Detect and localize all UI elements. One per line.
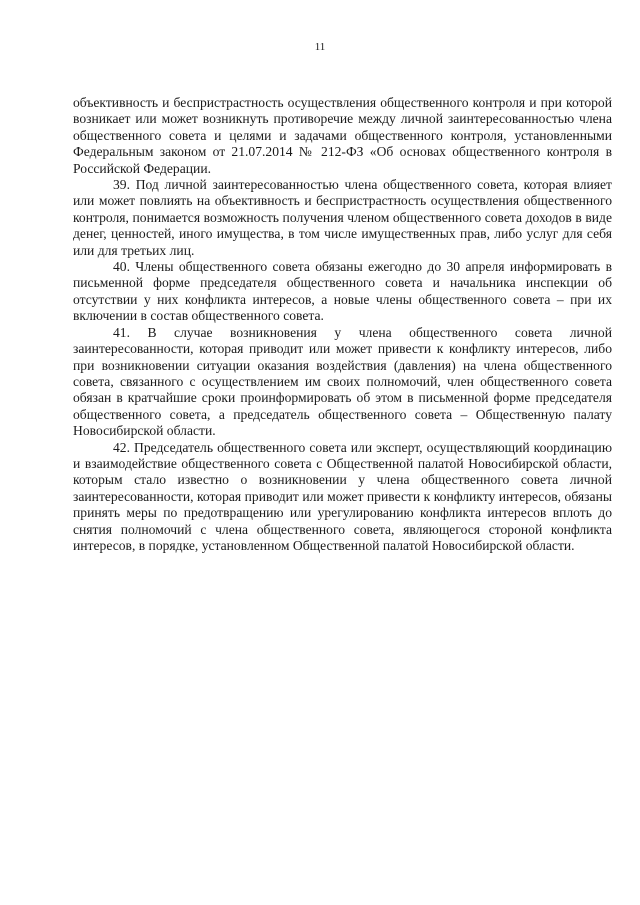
document-body [73,95,612,554]
page-number: 11 [314,41,326,53]
paragraph-42: 42. Председатель общественного совета или эксперт, осуществляющий координацию и взаимодействие общественного совета с Общественной палатой Новосибирской области, которым стало известно о возникновении у члена общественного совета личной заинтересованности, которая приводит или может привести к конфликту интересов, обязаны принять меры по предотвращению или урегулированию конфликта интересов вплоть до снятия полномочий с члена общественного совета, являющегося стороной конфликта интересов, в порядке, установленном Общественной палатой Новосибирской области. [73,439,612,553]
paragraph-39: 39. Под личной заинтересованностью члена общественного совета, которая влияет или может повлиять на объективность и беспристрастность осуществления общественного контроля, понимается возможность получения членом общественного совета доходов в виде денег, ценностей, иного имущества, в том числе имущественных прав, либо услуг для себя или для третьих лиц. [73,177,612,258]
paragraph-continuation: объективность и беспристрастность осуществления общественного контроля и при которой возникает или может возникнуть противоречие между личной заинтересованностью члена общественного совета и целями и задачами общественного контроля, установленными Федеральным законом от 21.07.2014 № 212-ФЗ «Об основах общественного контроля в Российской Федерации. [73,95,612,176]
paragraph-40: 40. Члены общественного совета обязаны ежегодно до 30 апреля информировать в письменной форме председателя общественного совета и начальника инспекции об отсутствии у них конфликта интересов, а новые члены общественного совета – при их включении в состав общественного совета. [73,259,612,324]
paragraph-41: 41. В случае возникновения у члена общественного совета личной заинтересованности, которая приводит или может привести к конфликту интересов, либо при возникновении ситуации оказания воздействия (давления) на члена общественного совета, связанного с осуществлением им своих полномочий, член общественного совета обязан в кратчайшие сроки проинформировать об этом в письменной форме председателя общественного совета, а председатель общественного совета – Общественную палату Новосибирской области. [73,324,612,439]
